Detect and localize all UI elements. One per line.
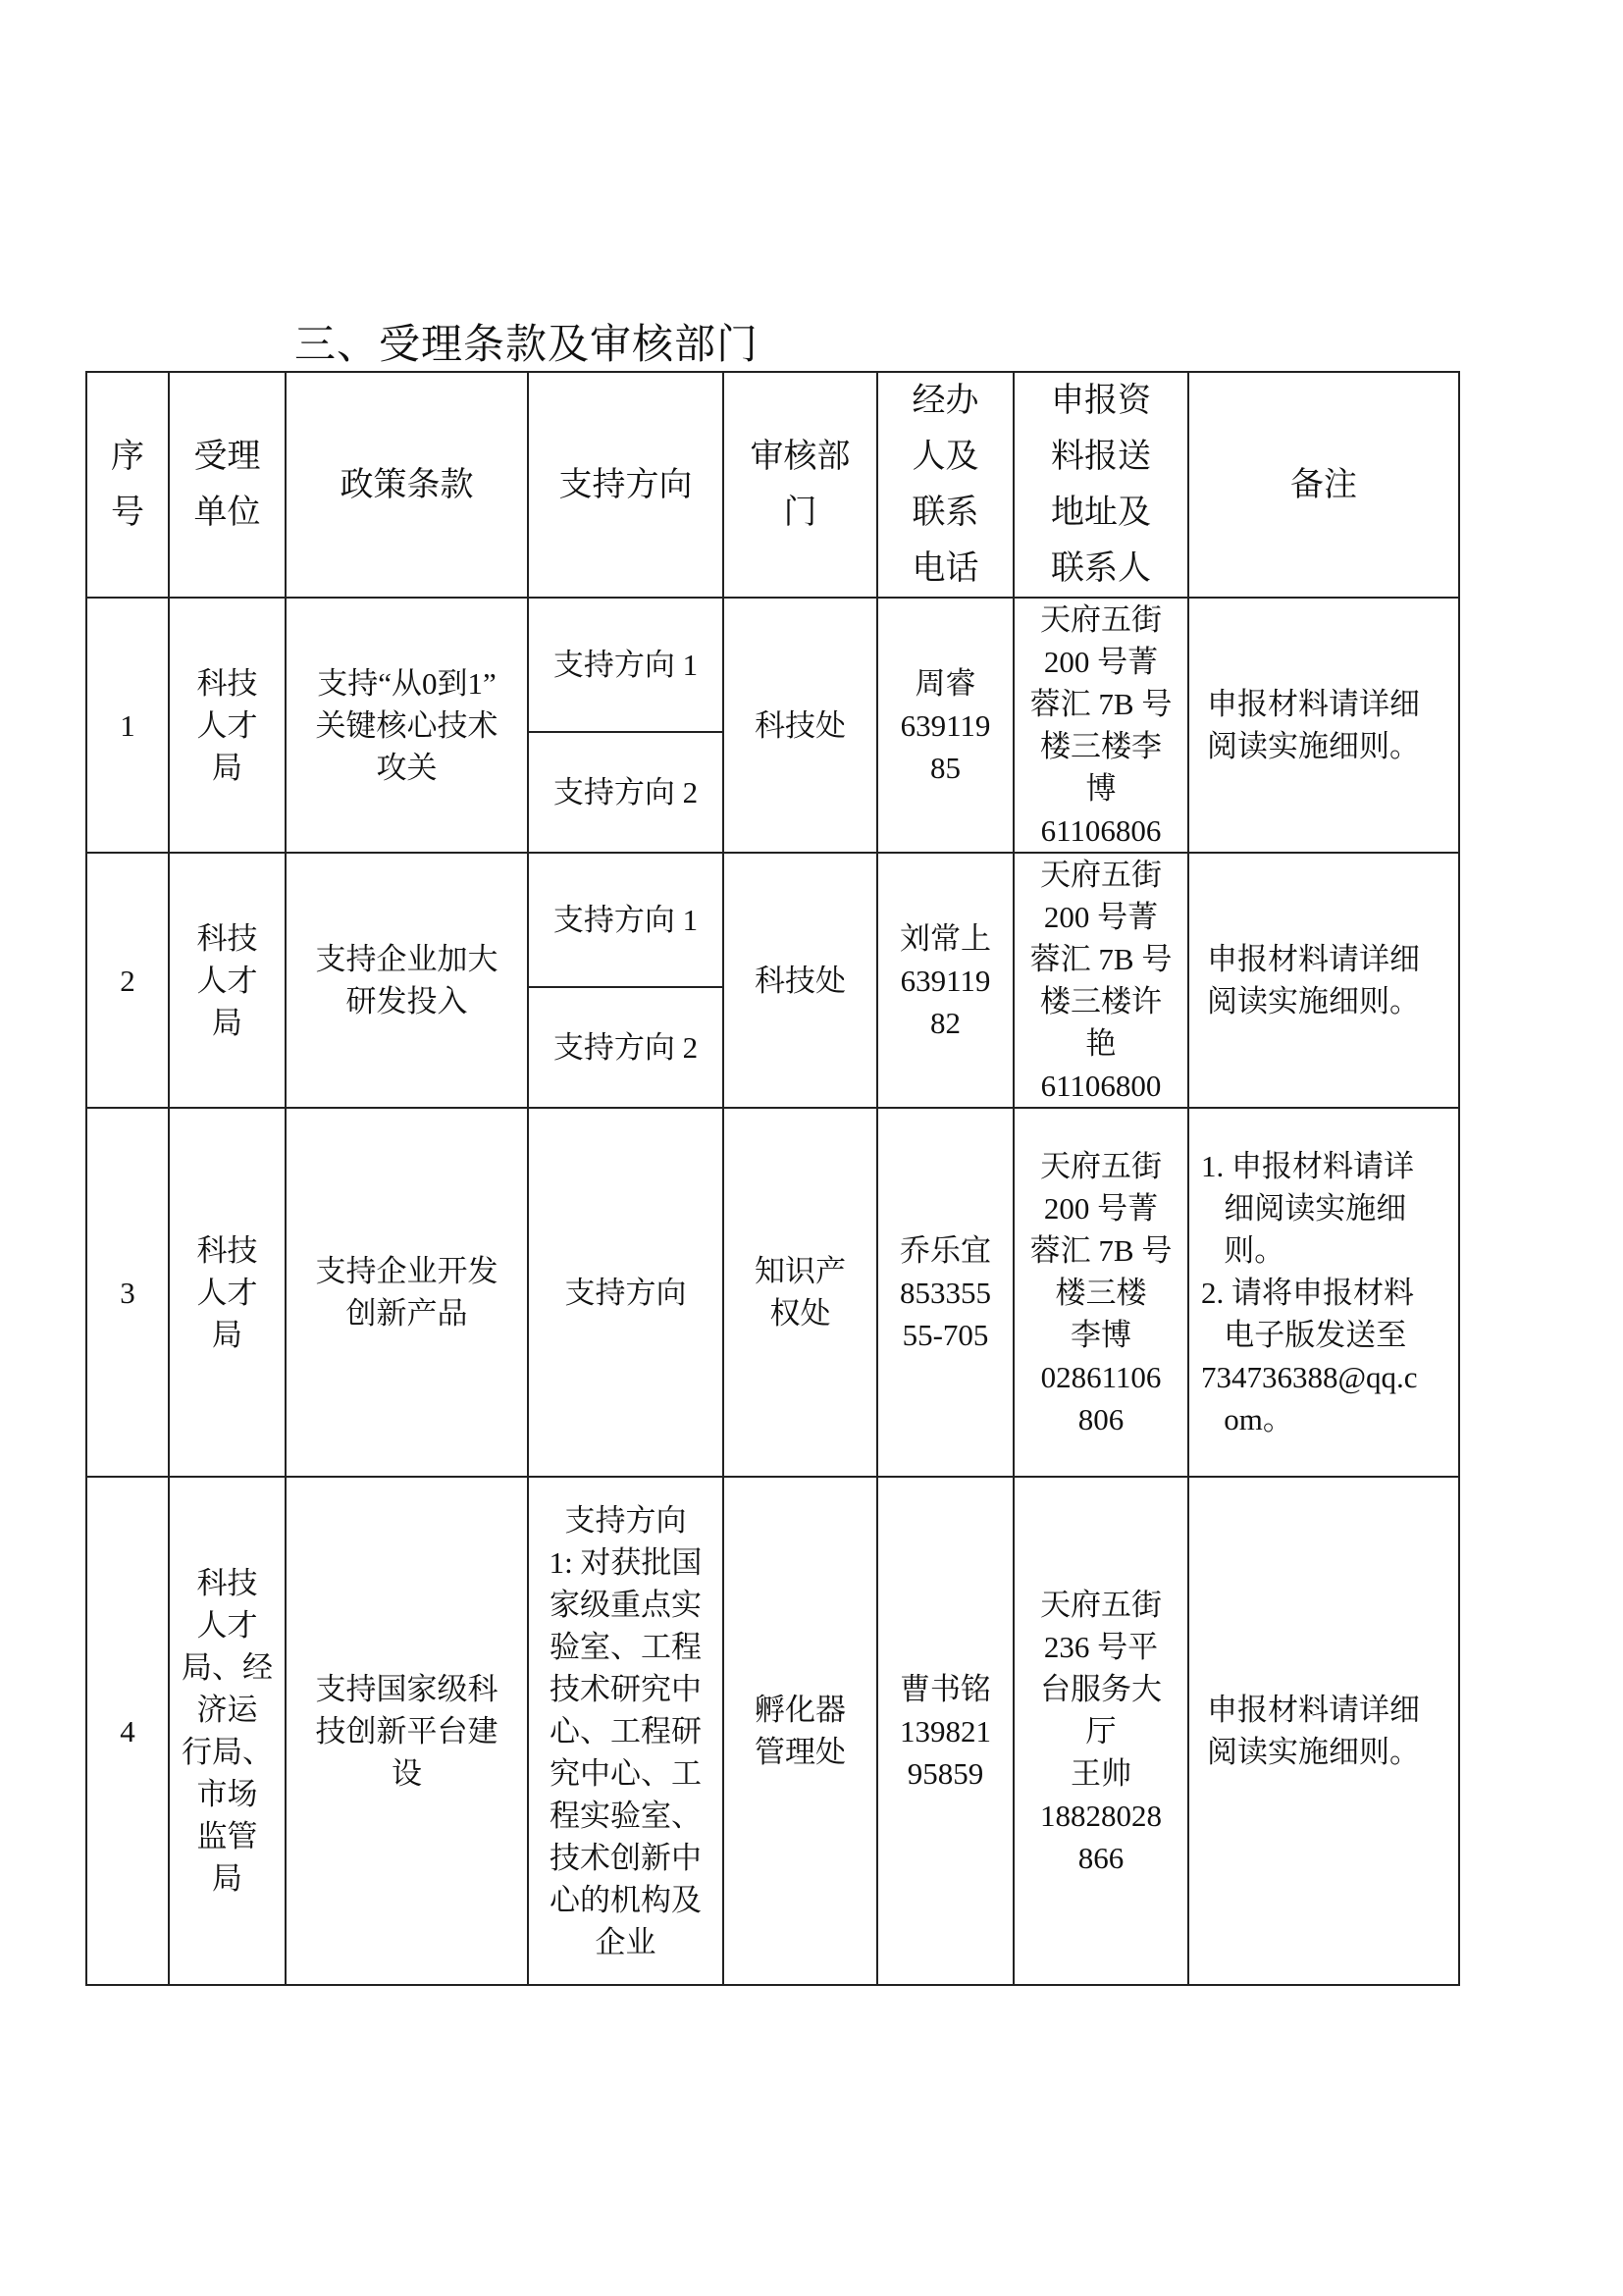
- cell-unit: 科技 人才 局: [169, 1108, 286, 1477]
- header-address: 申报资 料报送 地址及 联系人: [1014, 372, 1188, 598]
- header-contact: 经办 人及 联系 电话: [877, 372, 1014, 598]
- cell-policy: 支持企业开发 创新产品: [286, 1108, 528, 1477]
- policy-table: [85, 371, 1460, 1986]
- cell-address: 天府五街 200 号菁 蓉汇 7B 号 楼三楼李 博 61106806: [1014, 598, 1188, 853]
- section-title: 三、受理条款及审核部门: [294, 320, 759, 368]
- table-row: [86, 1108, 1459, 1477]
- cell-note: 申报材料请详细 阅读实施细则。: [1188, 598, 1459, 853]
- cell-direction: 支持方向 1: [528, 853, 723, 987]
- header-no: 序 号: [86, 372, 169, 598]
- cell-dept: 科技处: [723, 853, 877, 1108]
- cell-direction: 支持方向 1: 对获批国 家级重点实 验室、工程 技术研究中 心、工程研 究中心、工 程实验室、 技术创新中 心的机构及 企业: [528, 1477, 723, 1985]
- cell-contact: 刘常上 639119 82: [877, 853, 1014, 1108]
- header-unit: 受理 单位: [169, 372, 286, 598]
- cell-address: 天府五街 236 号平 台服务大 厅 王帅 18828028 866: [1014, 1477, 1188, 1985]
- header-direction: 支持方向: [528, 372, 723, 598]
- cell-address: 天府五街 200 号菁 蓉汇 7B 号 楼三楼 李博 02861106 806: [1014, 1108, 1188, 1477]
- cell-contact: 曹书铭 139821 95859: [877, 1477, 1014, 1985]
- cell-dept: 科技处: [723, 598, 877, 853]
- cell-policy: 支持企业加大 研发投入: [286, 853, 528, 1108]
- cell-note: 申报材料请详细 阅读实施细则。: [1188, 853, 1459, 1108]
- cell-no: 4: [86, 1477, 169, 1985]
- cell-no: 2: [86, 853, 169, 1108]
- table-row: [86, 1477, 1459, 1985]
- cell-direction: 支持方向 2: [528, 732, 723, 853]
- cell-policy: 支持“从0到1” 关键核心技术 攻关: [286, 598, 528, 853]
- cell-unit: 科技 人才 局: [169, 598, 286, 853]
- cell-note: 1. 申报材料请详 细阅读实施细 则。 2. 请将申报材料 电子版发送至 734736388@qq.c om。: [1188, 1108, 1459, 1477]
- table-row: [86, 853, 1459, 987]
- cell-address: 天府五街 200 号菁 蓉汇 7B 号 楼三楼许 艳 61106800: [1014, 853, 1188, 1108]
- cell-contact: 周睿 639119 85: [877, 598, 1014, 853]
- table-row: [86, 598, 1459, 732]
- cell-note: 申报材料请详细 阅读实施细则。: [1188, 1477, 1459, 1985]
- header-policy: 政策条款: [286, 372, 528, 598]
- cell-policy: 支持国家级科 技创新平台建 设: [286, 1477, 528, 1985]
- cell-unit: 科技 人才 局: [169, 853, 286, 1108]
- cell-direction: 支持方向 1: [528, 598, 723, 732]
- cell-dept: 孵化器 管理处: [723, 1477, 877, 1985]
- cell-no: 3: [86, 1108, 169, 1477]
- header-note: 备注: [1188, 372, 1459, 598]
- header-dept: 审核部 门: [723, 372, 877, 598]
- cell-direction: 支持方向: [528, 1108, 723, 1477]
- cell-direction: 支持方向 2: [528, 987, 723, 1108]
- cell-dept: 知识产 权处: [723, 1108, 877, 1477]
- header-row: [86, 372, 1459, 598]
- cell-contact: 乔乐宜 853355 55-705: [877, 1108, 1014, 1477]
- cell-unit: 科技 人才 局、经 济运 行局、 市场 监管 局: [169, 1477, 286, 1985]
- cell-no: 1: [86, 598, 169, 853]
